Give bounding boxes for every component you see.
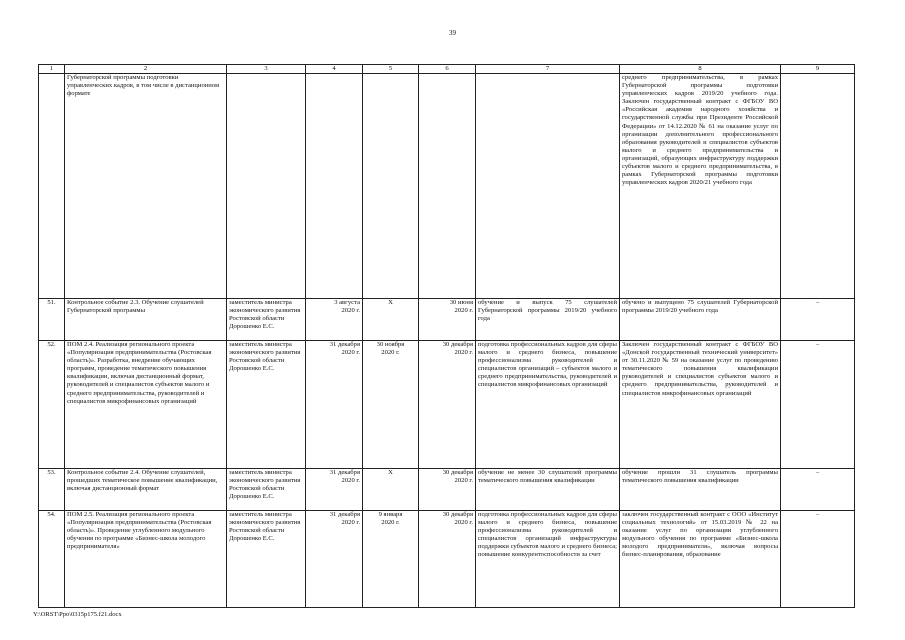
row-number: 51.	[39, 299, 65, 341]
expected-result: обучение не менее 30 слушателей программы тематического повышения квалификации	[476, 469, 620, 511]
responsible: заместитель министра экономического развития Ростовской области Дорошенко Е.С.	[227, 511, 306, 608]
notes	[781, 74, 855, 299]
actual-start-date	[363, 74, 419, 299]
actual-result: Заключен государственный контракт с ФГБОУ ВО «Донской государственный технический университет» от 30.11.2020 № 59 на оказание услуг по проведению тематического повышения квалификации руководителей и специалистов субъектов малого и среднего предпринимательства, руководителей и специалистов микрофинансовых организаций	[620, 341, 781, 469]
event-name: ПОМ 2.5. Реализация регионального проекта «Популяризация предпринимательства (Ростовская область)». Проведение углубленного модульного обучения по программе «Бизнес-школа молодого предпринимателя»	[65, 511, 227, 608]
header-row	[39, 65, 855, 74]
actual-start-date: Х	[363, 299, 419, 341]
header-cell: 5	[363, 65, 419, 74]
actual-start-date: Х	[363, 469, 419, 511]
page-number: 39	[449, 29, 456, 37]
report-table	[38, 64, 855, 608]
header-cell: 2	[65, 65, 227, 74]
header-cell: 6	[419, 65, 476, 74]
notes: –	[781, 341, 855, 469]
notes: –	[781, 469, 855, 511]
actual-end-date: 30 декабря 2020 г.	[419, 469, 476, 511]
actual-end-date: 30 декабря 2020 г.	[419, 511, 476, 608]
table-row	[39, 299, 855, 341]
responsible: заместитель министра экономического развития Ростовской области Дорошенко Е.С.	[227, 341, 306, 469]
header-cell: 4	[306, 65, 363, 74]
row-number: 52.	[39, 341, 65, 469]
event-name: Контрольное событие 2.3. Обучение слушателей Губернаторской программы	[65, 299, 227, 341]
event-name: ПОМ 2.4. Реализация регионального проекта «Популяризация предпринимательства (Ростовская область)». Разработка, внедрение обучающих программ, проведение тематического повышения квалификации, включая дистанционный формат, руководителей и специалистов субъектов малого и среднего предпринимательства, руководителей и специалистов микрофинансовых организаций	[65, 341, 227, 469]
responsible: заместитель министра экономического развития Ростовской области Дорошенко Е.С.	[227, 299, 306, 341]
actual-start-date: 30 ноября 2020 г.	[363, 341, 419, 469]
row-number: 53.	[39, 469, 65, 511]
actual-start-date: 9 января 2020 г.	[363, 511, 419, 608]
table-row	[39, 74, 855, 299]
event-name: Контрольное событие 2.4. Обучение слушателей, прошедших тематическое повышение квалификации, включая дистанционный формат	[65, 469, 227, 511]
header-cell: 3	[227, 65, 306, 74]
expected-result: подготовка профессиональных кадров для сферы малого и среднего бизнеса, повышение профессионализма руководителей и специалистов организаций – субъектов малого и среднего предпринимательства, руководителей и специалистов микрофинансовых организаций	[476, 341, 620, 469]
planned-date: 31 декабря 2020 г.	[306, 469, 363, 511]
actual-end-date: 30 декабря 2020 г.	[419, 341, 476, 469]
expected-result: обучение и выпуск 75 слушателей Губернаторской программы 2019/20 учебного года	[476, 299, 620, 341]
actual-result: обучено и выпущено 75 слушателей Губернаторской программы 2019/20 учебного года	[620, 299, 781, 341]
planned-date: 31 декабря 2020 г.	[306, 511, 363, 608]
expected-result	[476, 74, 620, 299]
actual-end-date	[419, 74, 476, 299]
table-row	[39, 511, 855, 608]
table-row	[39, 341, 855, 469]
table-row	[39, 469, 855, 511]
header-cell: 7	[476, 65, 620, 74]
planned-date: 31 декабря 2020 г.	[306, 341, 363, 469]
event-name: Губернаторской программы подготовки управленческих кадров, в том числе в дистанционном формате	[65, 74, 227, 299]
row-number: 54.	[39, 511, 65, 608]
planned-date: 3 августа 2020 г.	[306, 299, 363, 341]
responsible	[227, 74, 306, 299]
file-path-footer: Y:\ORST\Ppo\0315p175.f21.docx	[33, 611, 122, 618]
responsible: заместитель министра экономического развития Ростовской области Дорошенко Е.С.	[227, 469, 306, 511]
header-cell: 1	[39, 65, 65, 74]
actual-result: среднего предпринимательства, в рамках Губернаторской программы подготовки управленческих кадров 2019/20 учебного года. Заключен государственный контракт с ФГБОУ ВО «Российская академия народного хозяйства и государственной службы при Президенте Российской Федерации» от 14.12.2020 № 61 на оказание услуг по организации дополнительного профессионального образования руководителей и специалистов субъектов малого и среднего предпринимательства и организаций, образующих инфраструктуру поддержки субъектов малого и среднего предпринимательства, в рамках Губернаторской программы подготовки управленческих кадров 2020/21 учебного года	[620, 74, 781, 299]
planned-date	[306, 74, 363, 299]
notes: –	[781, 299, 855, 341]
actual-end-date: 30 июня 2020 г.	[419, 299, 476, 341]
expected-result: подготовка профессиональных кадров для сферы малого и среднего бизнеса, повышение профессионализма руководителей и специалистов организаций инфраструктуры поддержки субъектов малого и среднего бизнеса; повышение конкурентоспособности за счет	[476, 511, 620, 608]
header-cell: 8	[620, 65, 781, 74]
notes: –	[781, 511, 855, 608]
actual-result: обучение прошли 31 слушатель программы тематического повышения квалификации	[620, 469, 781, 511]
actual-result: заключен государственный контракт с ООО «Институт социальных технологий» от 15.03.2019 № 22 на оказание услуг по организации углубленного модульного обучения по программе «Бизнес-школа молодого предпринимателя», включая вопросы бизнес-планирования, образование	[620, 511, 781, 608]
header-cell: 9	[781, 65, 855, 74]
row-number	[39, 74, 65, 299]
